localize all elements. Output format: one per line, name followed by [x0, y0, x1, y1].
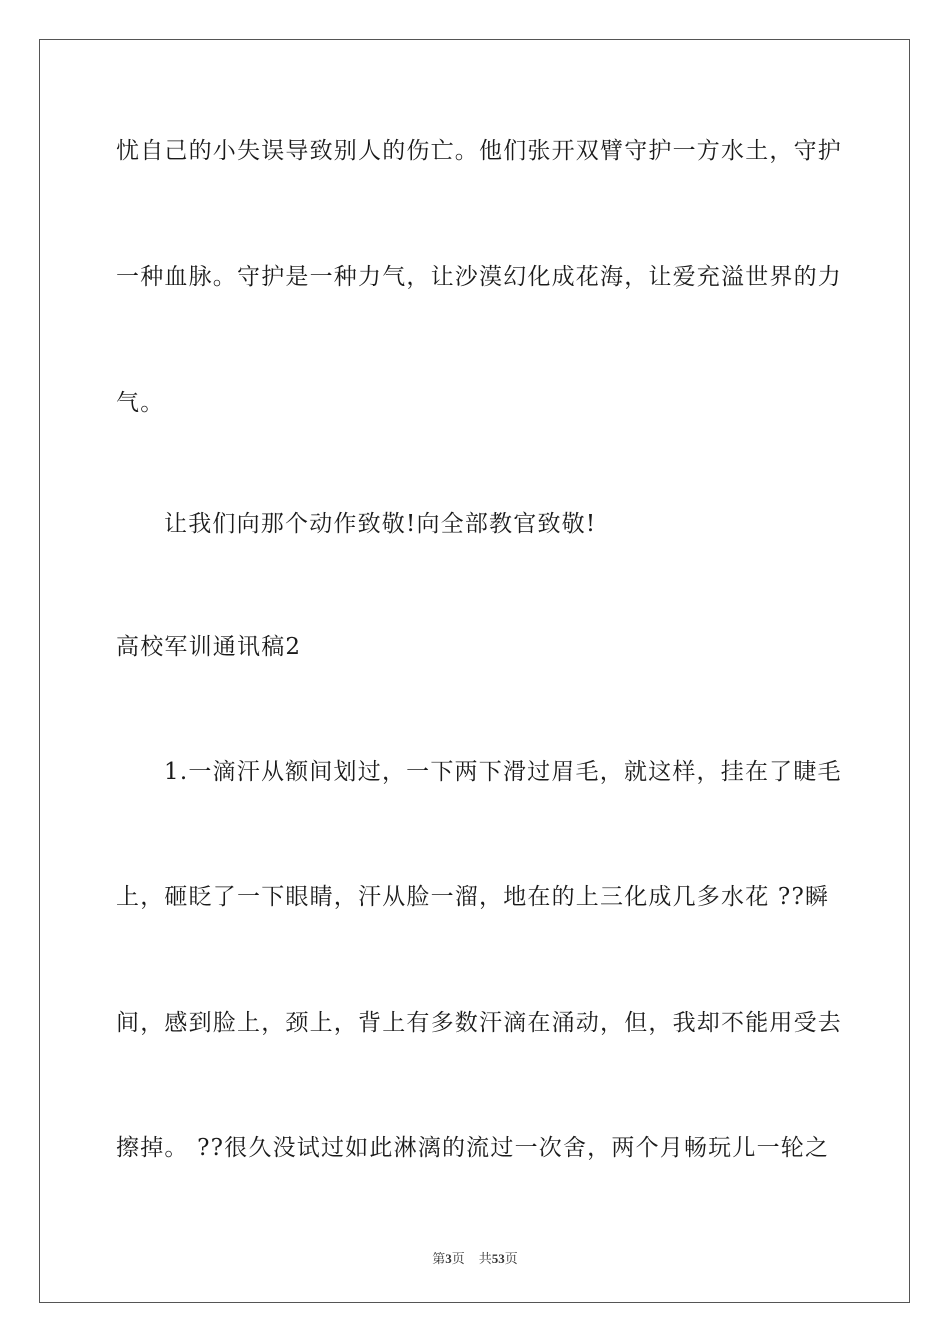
body-line-1: 忧自己的小失误导致别人的伤亡。他们张开双臂守护一方水土，守护 — [116, 138, 842, 164]
body-line-9: 擦掉。 ??很久没试过如此淋漓的流过一次舍，两个月畅玩儿一轮之 — [116, 1135, 830, 1161]
body-line-7: 上，砸眨了一下眼睛，汗从脸一溜，地在的上三化成几多水花 ??瞬 — [116, 884, 830, 910]
page-footer — [0, 1248, 950, 1267]
body-line-3: 气。 — [116, 390, 165, 416]
body-line-2: 一种血脉。守护是一种力气，让沙漠幻化成花海，让爱充溢世界的力 — [116, 264, 842, 290]
total-pages: 53 — [491, 1251, 505, 1266]
total-suffix: 页 — [504, 1251, 518, 1266]
total-prefix: 共 — [478, 1251, 492, 1266]
body-line-8: 间，感到脸上，颈上，背上有多数汗滴在涌动，但，我却不能用受去 — [116, 1010, 842, 1036]
page-suffix: 页 — [451, 1251, 465, 1266]
section-heading: 高校军训通讯稿2 — [116, 634, 302, 660]
page-prefix: 第 — [432, 1251, 446, 1266]
body-line-6: 1.一滴汗从额间划过，一下两下滑过眉毛，就这样，挂在了睫毛 — [164, 759, 842, 785]
page-border — [39, 39, 910, 1303]
body-line-4: 让我们向那个动作致敬!向全部教官致敬! — [164, 511, 597, 537]
page-number: 3 — [445, 1251, 452, 1266]
